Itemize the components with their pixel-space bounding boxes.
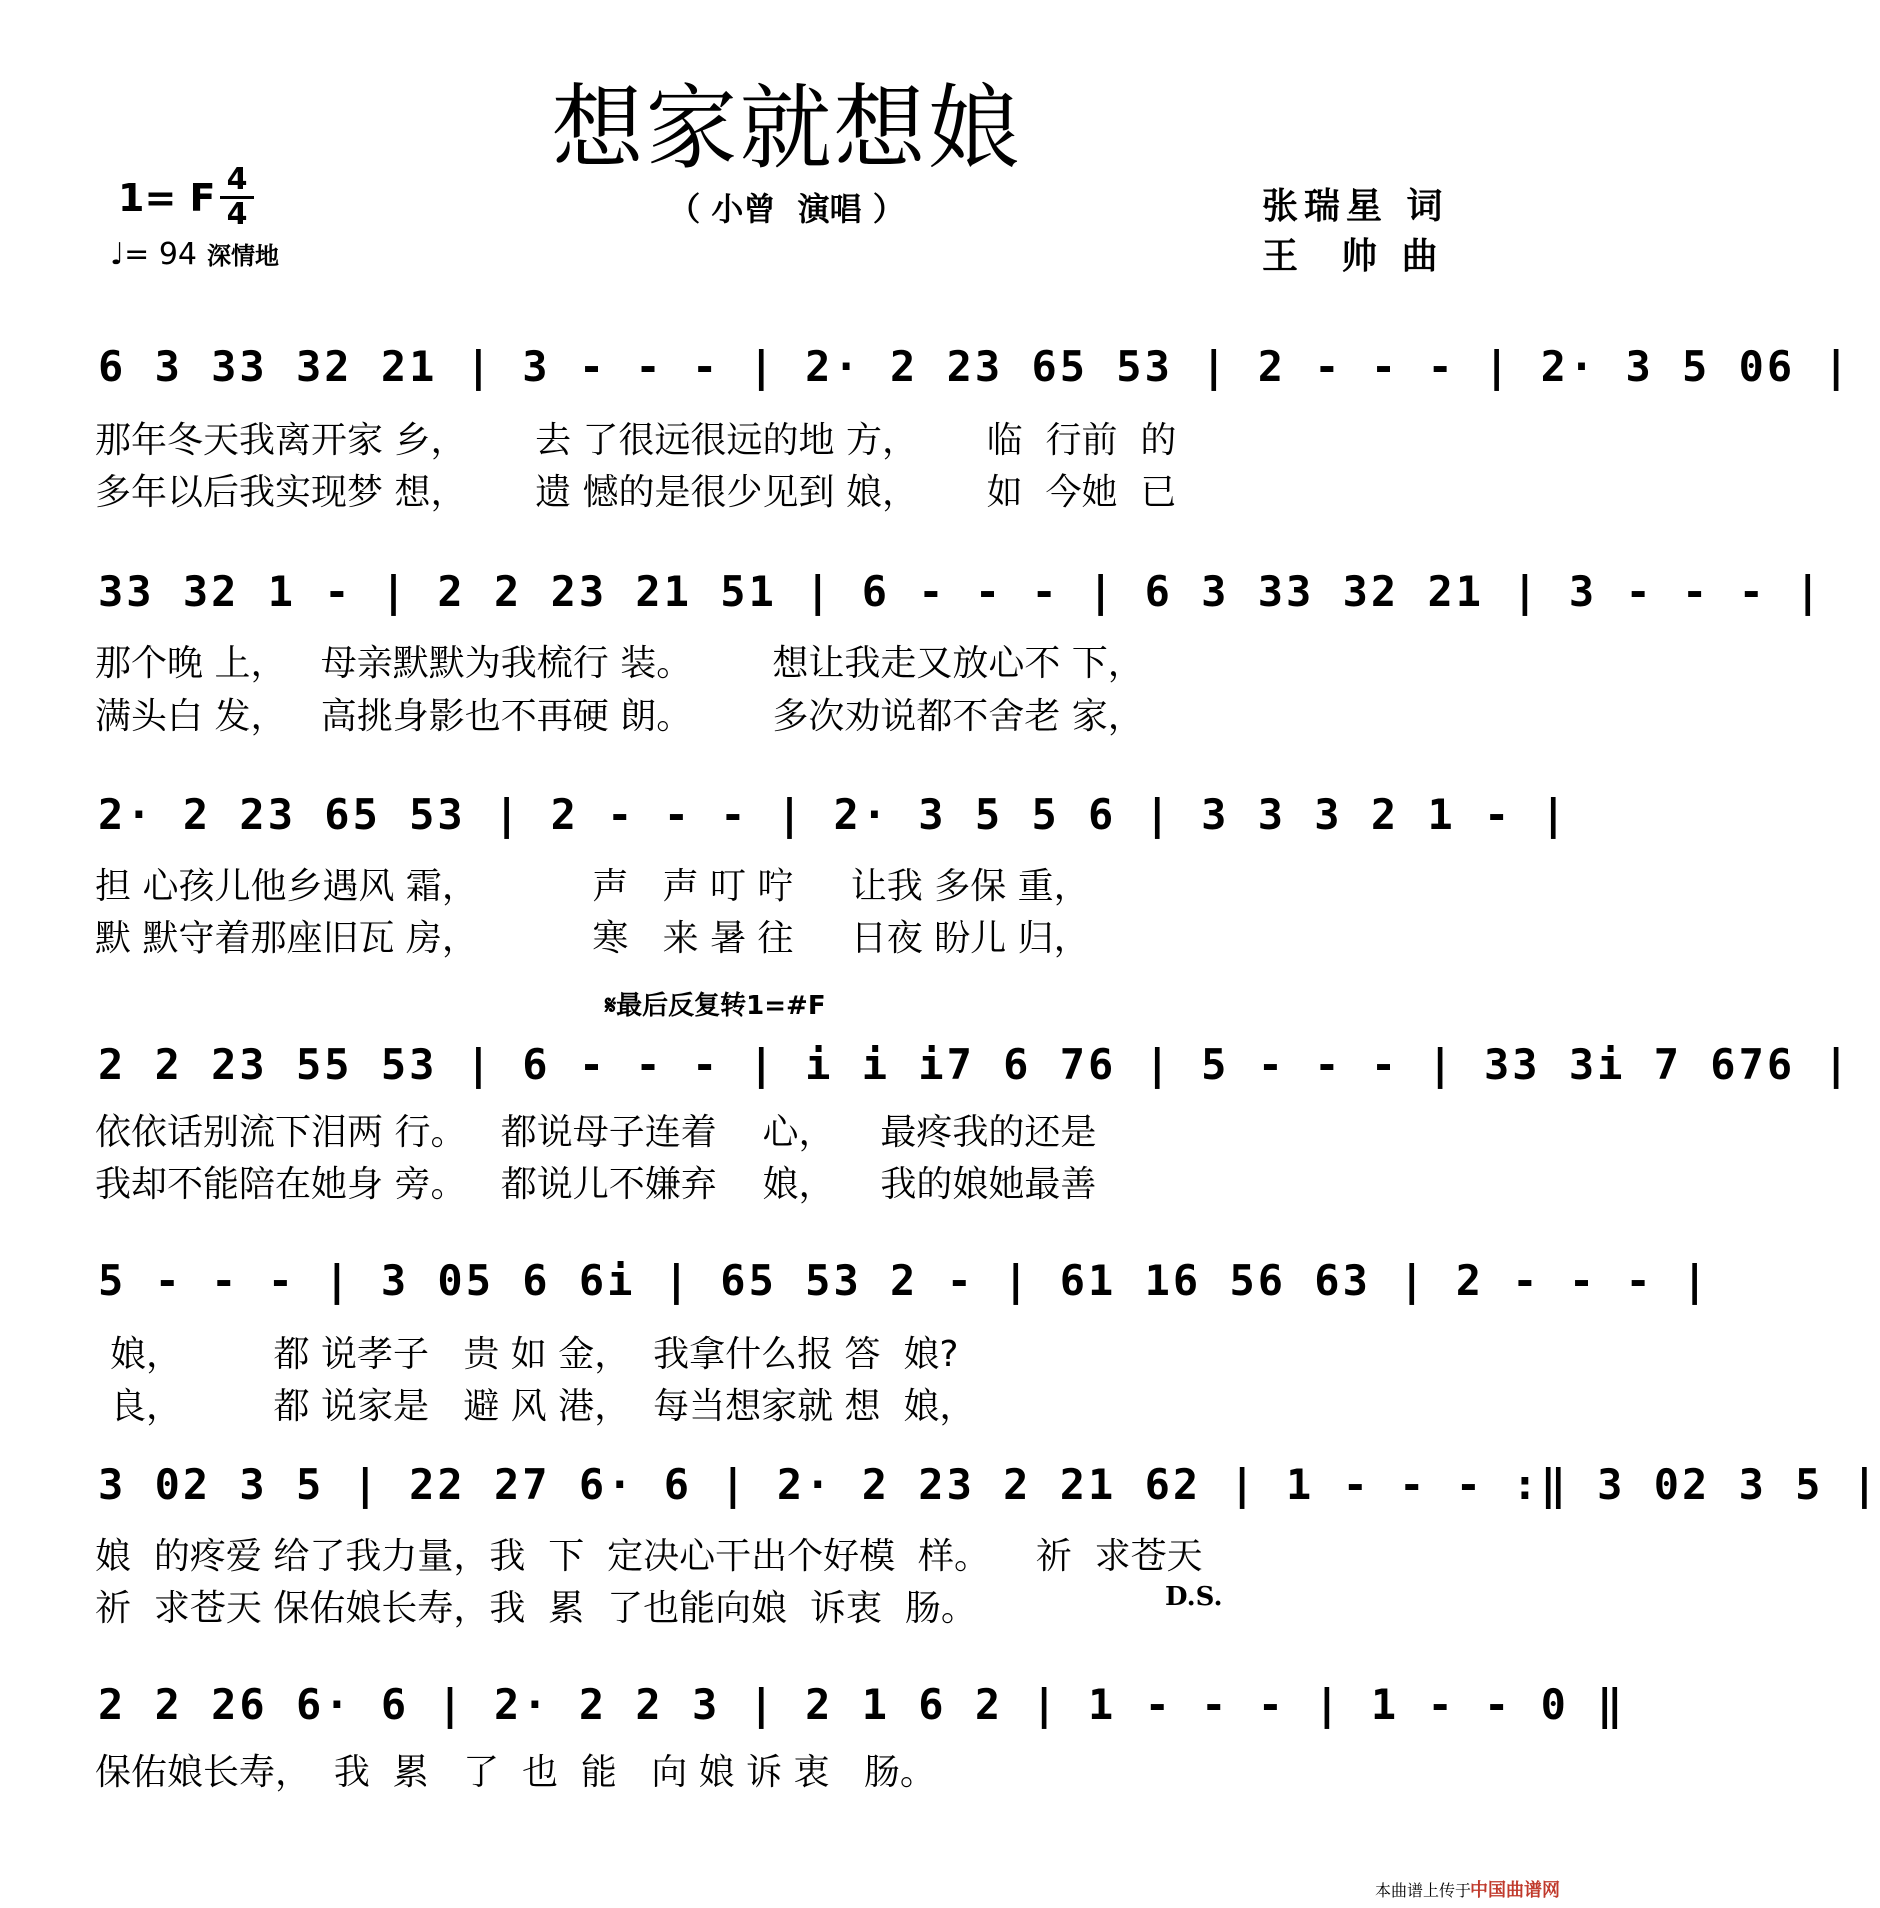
footer-site-logo[interactable]: 中国曲谱网 <box>1470 1880 1560 1901</box>
quarter-note-icon: ♩ <box>110 237 125 272</box>
song-title: 想家就想娘 <box>551 75 1022 182</box>
notation-row-5: 5 - - - | 3 05 6 6i | 65 53 2 - | 61 16 56 63 | 2 - - - | <box>98 1256 1711 1305</box>
time-signature-top: 4 <box>226 162 248 197</box>
tempo-expression: 深情地 <box>207 242 280 270</box>
key-signature: 1= F <box>118 176 216 220</box>
lyricist-credit: 张瑞星 词 <box>1262 186 1449 227</box>
time-signature-bottom: 4 <box>226 197 248 232</box>
notation-row-3: 2· 2 23 65 53 | 2 - - - | 2· 3 5 5 6 | 3 3 3 2 1 - | <box>98 790 1569 839</box>
notation-row-2: 33 32 1 - | 2 2 23 21 51 | 6 - - - | 6 3 33 32 21 | 3 - - - | <box>98 567 1824 616</box>
footer-upload-text: 本曲谱上传于 <box>1375 1881 1472 1900</box>
lyrics-row-7: 保佑娘长寿， 我 累 了 也 能 向 娘 诉 衷 肠。 <box>95 1752 936 1793</box>
lyrics-row-4-verse-1: 依依话别流下泪两 行。 都说母子连着 心， 最疼我的还是 <box>95 1112 1097 1153</box>
lyrics-row-6-verse-1: 娘 的疼爱 给了我力量，我 下 定决心干出个好模 样。 祈 求苍天 <box>95 1536 1203 1577</box>
lyrics-row-4-verse-2: 我却不能陪在她身 旁。 都说儿不嫌弃 娘， 我的娘她最善 <box>95 1164 1097 1205</box>
notation-row-7: 2 2 26 6· 6 | 2· 2 2 3 | 2 1 6 2 | 1 - - - | 1 - - 0 ‖ <box>98 1680 1626 1729</box>
lyrics-row-5-verse-2: 良， 都 说家是 避 风 港， 每当想家就 想 娘， <box>110 1386 976 1427</box>
notation-row-1: 6 3 33 32 21 | 3 - - - | 2· 2 23 65 53 | 2 - - - | 2· 3 5 06 | <box>98 342 1852 391</box>
lyrics-row-3-verse-1: 担 心孩儿他乡遇风 霜， 声 声 叮 咛 让我 多保 重， <box>95 866 1090 907</box>
lyrics-row-5-verse-1: 娘， 都 说孝子 贵 如 金， 我拿什么报 答 娘? <box>110 1334 959 1375</box>
tempo-value: = 94 <box>124 237 198 272</box>
dal-segno-marker: D.S. <box>1165 1582 1223 1612</box>
tempo-marking <box>110 236 279 272</box>
composer-credit: 王 帅 曲 <box>1262 236 1444 277</box>
lyrics-row-2-verse-2: 满头白 发， 高挑身影也不再硬 朗。 多次劝说都不舍老 家， <box>95 696 1144 737</box>
notation-row-6: 3 02 3 5 | 22 27 6· 6 | 2· 2 23 2 21 62 | 1 - - - :‖ 3 02 3 5 | <box>98 1460 1880 1509</box>
lyrics-row-2-verse-1: 那个晚 上， 母亲默默为我梳行 装。 想让我走又放心不 下， <box>95 643 1144 684</box>
lyrics-row-1-verse-1: 那年冬天我离开家 乡， 去 了很远很远的地 方， 临 行前 的 <box>95 420 1177 461</box>
lyrics-row-3-verse-2: 默 默守着那座旧瓦 房， 寒 来 暑 往 日夜 盼儿 归， <box>95 918 1090 959</box>
notation-row-4: 2 2 23 55 53 | 6 - - - | i i i7 6 76 | 5 - - - | 33 3i 7 676 | <box>98 1040 1852 1089</box>
lyrics-row-6-verse-2: 祈 求苍天 保佑娘长寿，我 累 了也能向娘 诉衷 肠。 <box>95 1588 977 1629</box>
singer-credit: （ 小曾 演唱 ） <box>668 190 905 228</box>
lyrics-row-1-verse-2: 多年以后我实现梦 想， 遗 憾的是很少见到 娘， 如 今她 已 <box>95 472 1177 513</box>
segno-marker: 𝄋最后反复转1=#F <box>605 991 826 1021</box>
